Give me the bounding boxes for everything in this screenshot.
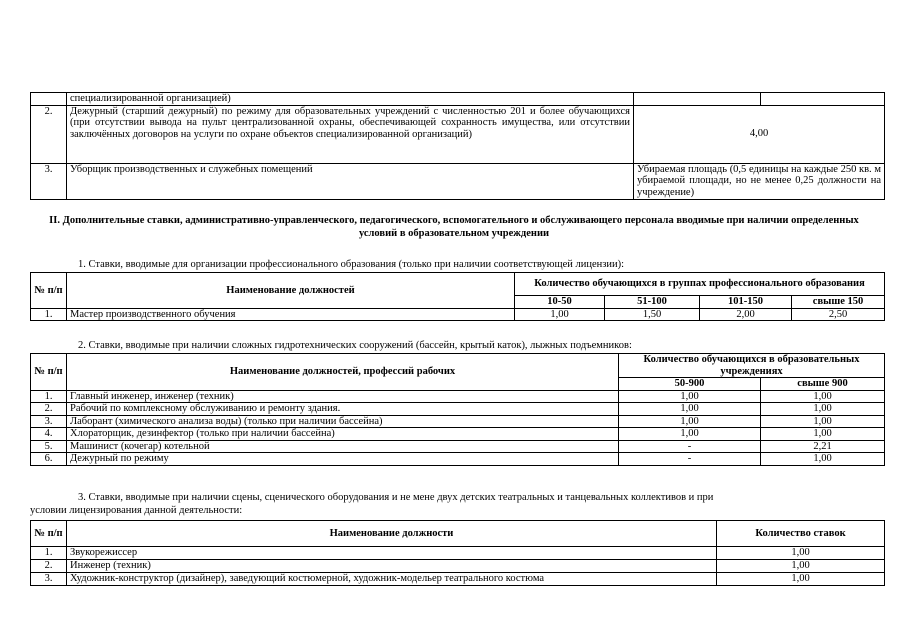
table-row — [31, 428, 885, 441]
value-cell: 1,00 — [619, 428, 761, 441]
position-name: Хлораторщик, дезинфектор (только при наличии бассейна) — [67, 428, 619, 441]
table-row — [31, 573, 885, 586]
table-header-row — [31, 273, 885, 296]
col-header-count: Количество ставок — [717, 521, 885, 547]
subcol-header: 101-150 — [700, 296, 792, 309]
col-header-num: № п/п — [31, 273, 67, 309]
table-row — [31, 105, 885, 163]
col-header-group: Количество обучающихся в группах профессионального образования — [515, 273, 885, 296]
position-name: Художник-конструктор (дизайнер), заведующий костюмерной, художник-модельер театрального костюма — [67, 573, 717, 586]
value-cell: 2,21 — [761, 440, 885, 453]
row-number: 5. — [31, 440, 67, 453]
position-name: Рабочий по комплексному обслуживанию и ремонту здания. — [67, 403, 619, 416]
position-name: Мастер производственного обучения — [67, 308, 515, 321]
row-number: 3. — [31, 163, 67, 199]
row-number: 1. — [31, 308, 67, 321]
row-number: 2. — [31, 105, 67, 163]
position-title: Дежурный (старший дежурный) по режиму для образовательных учреждений с численностью 201 и более обучающихся (при отсутствии вывода на пульт централизованной охраны, обеспечивающей сохранность имущества, или отсутствии заключённых договоров на услуги по охране объектов специализированной организаций) — [67, 105, 634, 163]
row-number: 3. — [31, 573, 67, 586]
subcol-header: 10-50 — [515, 296, 605, 309]
col-header-name: Наименование должности — [67, 521, 717, 547]
value-cell: 1,00 — [717, 560, 885, 573]
row-number: 3. — [31, 415, 67, 428]
value-cell: 1,00 — [761, 403, 885, 416]
table-row — [31, 390, 885, 403]
table-row — [31, 453, 885, 466]
row-number: 1. — [31, 547, 67, 560]
subcol-header: 50-900 — [619, 378, 761, 391]
hydro-table — [30, 353, 885, 466]
row-number: 6. — [31, 453, 67, 466]
row-number: 1. — [31, 390, 67, 403]
row-number — [31, 93, 67, 106]
table-row — [31, 547, 885, 560]
value-cell: 1,00 — [619, 390, 761, 403]
row-number: 2. — [31, 403, 67, 416]
col-header-name: Наименование должностей — [67, 273, 515, 309]
value-cell: 1,00 — [761, 390, 885, 403]
value-cell: 1,00 — [717, 547, 885, 560]
table1-caption: 1. Ставки, вводимые для организации профессионального образования (только при наличии соответствующей лицензии): — [78, 259, 625, 270]
position-name: Машинист (кочегар) котельной — [67, 440, 619, 453]
table2-caption: 2. Ставки, вводимые при наличии сложных гидротехнических сооружений (бассейн, крытый каток), лыжных подъемников: — [78, 340, 632, 351]
table-row — [31, 415, 885, 428]
value-cell: 1,50 — [605, 308, 700, 321]
col-header-group: Количество обучающихся в образовательных учреждениях — [619, 354, 885, 378]
subcol-header: 51-100 — [605, 296, 700, 309]
col-header-num: № п/п — [31, 354, 67, 391]
value-cell: - — [619, 440, 761, 453]
position-name: Звукорежиссер — [67, 547, 717, 560]
table-row — [31, 440, 885, 453]
table-row — [31, 560, 885, 573]
value-cell: 2,00 — [700, 308, 792, 321]
position-title: Уборщик производственных и служебных помещений — [67, 163, 634, 199]
table3-caption-line2: условии лицензирования данной деятельности: — [30, 505, 243, 516]
table3-caption-line1: 3. Ставки, вводимые при наличии сцены, сценического оборудования и не мене двух детских театральных и танцевальных коллективов и при — [78, 492, 714, 503]
position-title: специализированной организацией) — [67, 93, 634, 106]
value-cell: 1,00 — [761, 453, 885, 466]
stage-table — [30, 520, 885, 586]
value-cell: 1,00 — [761, 415, 885, 428]
table-row — [31, 308, 885, 321]
vocational-table — [30, 272, 885, 321]
rate-value: 4,00 — [634, 105, 885, 163]
value-cell: - — [619, 453, 761, 466]
value-cell: 1,00 — [717, 573, 885, 586]
rate-value: Убираемая площадь (0,5 единицы на каждые 250 кв. м убираемой площади, но не менее 0,25 должности на учреждение) — [634, 163, 885, 199]
row-number: 4. — [31, 428, 67, 441]
value-cell: 1,00 — [619, 415, 761, 428]
col-header-name: Наименование должностей, профессий рабочих — [67, 354, 619, 391]
staff-table-top — [30, 92, 885, 200]
value-cell: 1,00 — [761, 428, 885, 441]
table-row — [31, 163, 885, 199]
table-header-row — [31, 521, 885, 547]
section-heading: II. Дополнительные ставки, административно-управленческого, педагогического, вспомогательного и обслуживающего персонала вводимые при наличии определенных условий в образовательном учреждении — [49, 215, 859, 239]
col-header-num: № п/п — [31, 521, 67, 547]
position-name: Дежурный по режиму — [67, 453, 619, 466]
value-cell — [634, 93, 761, 106]
table-row — [31, 93, 885, 106]
position-name: Главный инженер, инженер (техник) — [67, 390, 619, 403]
value-cell: 1,00 — [619, 403, 761, 416]
position-name: Лаборант (химического анализа воды) (только при наличии бассейна) — [67, 415, 619, 428]
subcol-header: свыше 900 — [761, 378, 885, 391]
value-cell — [761, 93, 885, 106]
value-cell: 1,00 — [515, 308, 605, 321]
table-header-row — [31, 354, 885, 378]
table-row — [31, 403, 885, 416]
subcol-header: свыше 150 — [792, 296, 885, 309]
row-number: 2. — [31, 560, 67, 573]
value-cell: 2,50 — [792, 308, 885, 321]
position-name: Инженер (техник) — [67, 560, 717, 573]
